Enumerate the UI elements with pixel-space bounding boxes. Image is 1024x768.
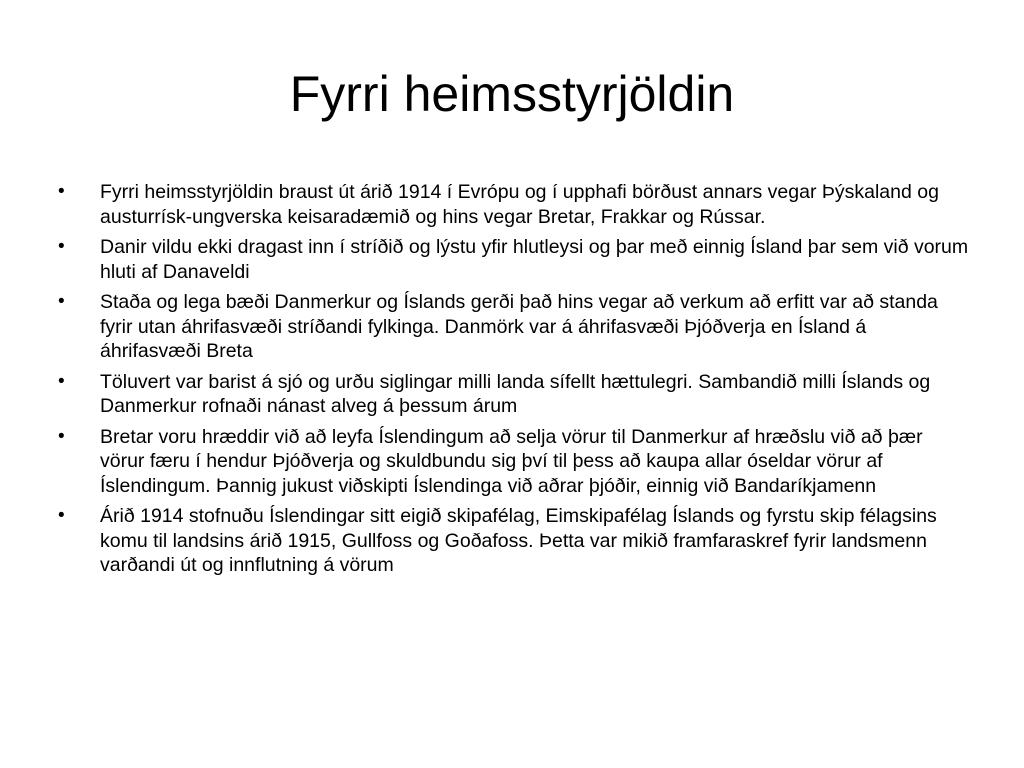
bullet-text: Danir vildu ekki dragast inn í stríðið og lýstu yfir hlutleysi og þar með einnig Ísland þar sem við vorum hluti af Danaveldi: [100, 236, 969, 283]
bullet-text: Fyrri heimsstyrjöldin braust út árið 1914 í Evrópu og í upphafi börðust annars vegar Þýskaland og austurrísk-ungverska keisaradæmið og hins vegar Bretar, Frakkar og Rússar.: [100, 181, 939, 228]
bullet-item: [50, 504, 970, 578]
bullet-item: [50, 425, 970, 499]
bullet-item: [50, 370, 970, 419]
bullet-text: Staða og lega bæði Danmerkur og Íslands gerði það hins vegar að verkum að erfitt var að standa fyrir utan áhrifasvæði stríðandi fylkinga. Danmörk var á áhrifasvæði Þjóðverja en Ísland á áhrifasvæði Breta: [100, 291, 938, 362]
bullet-text: Árið 1914 stofnuðu Íslendingar sitt eigið skipafélag, Eimskipafélag Íslands og fyrstu skip félagsins komu til landsins árið 1915, Gullfoss og Goðafoss. Þetta var mikið framfaraskref fyrir landsmenn varðandi út og innflutning á vörum: [100, 505, 937, 576]
bullet-icon: •: [58, 370, 65, 392]
bullet-list: [50, 180, 970, 584]
bullet-item: [50, 290, 970, 364]
bullet-item: [50, 235, 970, 284]
bullet-icon: •: [58, 505, 65, 526]
slide-title: Fyrri heimsstyrjöldin: [289, 66, 735, 122]
bullet-text: Bretar voru hræddir við að leyfa Íslendingum að selja vörur til Danmerkur af hræðslu við að þær vörur færu í hendur Þjóðverja og skuldbundu sig því til þess að kaupa allar óseldar vörur af Íslendingum. Þannig jukust viðskipti Íslendinga við aðrar þjóðir, einnig við Bandaríkjamenn: [100, 425, 923, 497]
bullet-item: [50, 180, 970, 229]
bullet-icon: •: [58, 425, 65, 447]
bullet-text: Töluvert var barist á sjó og urðu siglingar milli landa sífellt hættulegri. Sambandið milli Íslands og Danmerkur rofnaði nánast alveg á þessum árum: [100, 370, 931, 417]
bullet-icon: •: [58, 236, 65, 257]
bullet-icon: •: [58, 181, 65, 202]
bullet-icon: •: [58, 291, 65, 312]
